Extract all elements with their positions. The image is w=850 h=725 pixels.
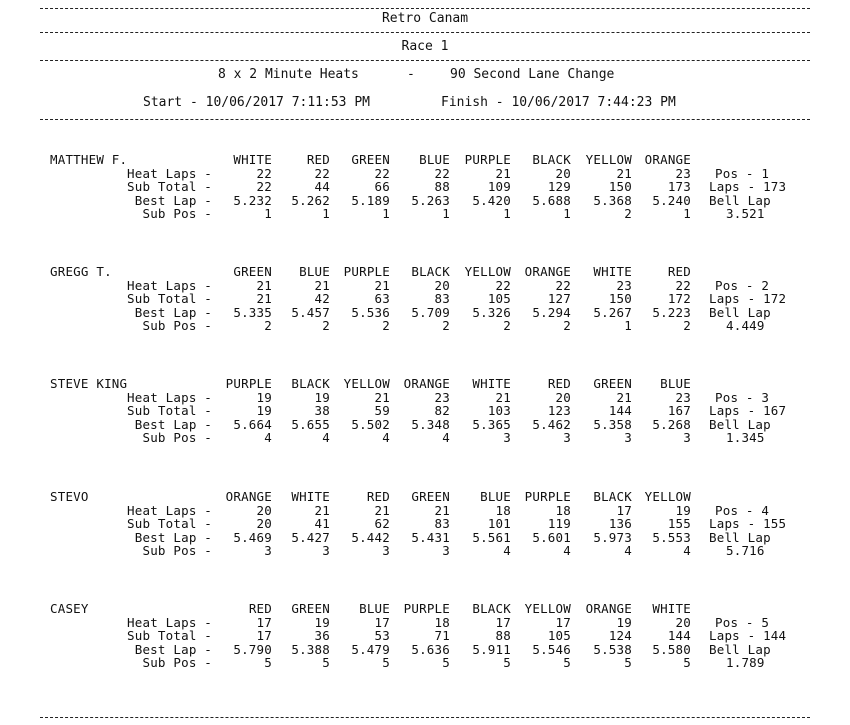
sub-pos-value: 5 <box>563 655 571 670</box>
best-lap-value: 5.457 <box>291 304 330 320</box>
row-label: Heat Laps - <box>127 165 212 181</box>
sub-total-value: 22 <box>256 179 272 194</box>
start-time: Start - 10/06/2017 7:11:53 PM <box>143 95 370 110</box>
heat-laps-value: 20 <box>555 389 571 405</box>
lane-header: PURPLE <box>464 152 511 167</box>
best-lap-value: 5.420 <box>472 192 511 208</box>
heat-laps-value: 17 <box>616 502 632 518</box>
best-lap-value: 5.240 <box>652 192 691 208</box>
sub-pos-value: 4 <box>624 543 632 558</box>
row-label: Best Lap - <box>134 192 212 208</box>
best-lap-value: 5.223 <box>652 304 691 320</box>
best-lap-value: 5.263 <box>411 192 450 208</box>
lane-header: BLACK <box>593 489 632 504</box>
heat-laps-value: 17 <box>495 614 511 630</box>
lane-header: BLUE <box>359 601 390 616</box>
heat-laps-value: 22 <box>555 277 571 293</box>
heat-laps-value: 21 <box>314 277 330 293</box>
sub-total-value: 129 <box>547 179 571 194</box>
best-lap-value: 5.335 <box>233 304 272 320</box>
sub-pos-value: 2 <box>264 318 272 333</box>
sub-pos-value: 3 <box>503 430 511 445</box>
best-lap-value: 5.479 <box>351 641 390 657</box>
best-lap-value: 5.502 <box>351 416 390 432</box>
sub-total-value: 105 <box>547 628 571 643</box>
row-label: Sub Total - <box>127 516 212 531</box>
bell-lap-label: Bell Lap <box>709 192 771 208</box>
best-lap-value: 5.636 <box>411 641 450 657</box>
bell-lap-time: 4.449 <box>726 318 765 333</box>
lane-header: YELLOW <box>585 152 632 167</box>
lane-header: YELLOW <box>644 489 691 504</box>
lane-header: BLUE <box>419 152 450 167</box>
lane-header: PURPLE <box>343 264 390 279</box>
sub-total-value: 82 <box>434 403 450 418</box>
sub-total-value: 127 <box>547 291 571 306</box>
row-label: Sub Total - <box>127 403 212 418</box>
sub-pos-value: 2 <box>382 318 390 333</box>
report-title: Retro Canam <box>381 11 469 26</box>
bell-lap-label: Bell Lap <box>709 529 771 545</box>
best-lap-value: 5.536 <box>351 304 390 320</box>
sub-pos-value: 1 <box>264 206 272 221</box>
final-position: Pos - 1 <box>715 165 770 181</box>
lane-header: GREEN <box>351 152 390 167</box>
total-laps: Laps - 173 <box>709 179 787 194</box>
lane-header: BLUE <box>660 376 691 391</box>
lane-header: RED <box>547 376 571 391</box>
driver-name: STEVE KING <box>50 376 128 391</box>
finish-time: Finish - 10/06/2017 7:44:23 PM <box>441 95 676 110</box>
best-lap-value: 5.790 <box>233 641 272 657</box>
best-lap-value: 5.538 <box>593 641 632 657</box>
sub-total-value: 42 <box>314 291 330 306</box>
heat-laps-value: 21 <box>495 165 511 181</box>
sub-pos-value: 2 <box>563 318 571 333</box>
best-lap-value: 5.973 <box>593 529 632 545</box>
lane-header: PURPLE <box>225 376 272 391</box>
lane-header: WHITE <box>233 152 272 167</box>
sub-pos-value: 4 <box>563 543 571 558</box>
best-lap-value: 5.655 <box>291 416 330 432</box>
final-position: Pos - 5 <box>715 614 770 630</box>
sub-pos-value: 3 <box>382 543 390 558</box>
sub-pos-value: 2 <box>503 318 511 333</box>
best-lap-value: 5.709 <box>411 304 450 320</box>
lane-header: WHITE <box>652 601 691 616</box>
heat-laps-value: 21 <box>434 502 450 518</box>
row-label: Sub Pos - <box>142 543 212 558</box>
row-label: Sub Total - <box>127 628 212 643</box>
best-lap-value: 5.664 <box>233 416 272 432</box>
best-lap-value: 5.688 <box>532 192 571 208</box>
sub-total-value: 20 <box>256 516 272 531</box>
sub-pos-value: 5 <box>264 655 272 670</box>
best-lap-value: 5.232 <box>233 192 272 208</box>
best-lap-value: 5.580 <box>652 641 691 657</box>
lane-header: BLUE <box>480 489 511 504</box>
sub-total-value: 88 <box>495 628 511 643</box>
heat-laps-value: 20 <box>555 165 571 181</box>
heat-laps-value: 21 <box>374 502 390 518</box>
heat-laps-value: 23 <box>675 389 691 405</box>
sub-pos-value: 1 <box>683 206 691 221</box>
sub-total-value: 136 <box>608 516 632 531</box>
race-name: Race 1 <box>401 39 449 54</box>
sub-pos-value: 3 <box>264 543 272 558</box>
best-lap-value: 5.911 <box>472 641 511 657</box>
row-label: Heat Laps - <box>127 614 212 630</box>
lane-header: RED <box>248 601 272 616</box>
best-lap-value: 5.553 <box>652 529 691 545</box>
heat-laps-value: 23 <box>434 389 450 405</box>
total-laps: Laps - 172 <box>709 291 787 306</box>
sub-pos-value: 1 <box>382 206 390 221</box>
total-laps: Laps - 144 <box>709 628 787 643</box>
row-label: Heat Laps - <box>127 502 212 518</box>
heat-laps-value: 19 <box>616 614 632 630</box>
row-label: Best Lap - <box>134 304 212 320</box>
sub-total-value: 172 <box>667 291 691 306</box>
heat-laps-value: 21 <box>314 502 330 518</box>
sub-pos-value: 5 <box>683 655 691 670</box>
sub-total-value: 103 <box>487 403 511 418</box>
sub-pos-value: 5 <box>442 655 450 670</box>
lane-header: BLUE <box>299 264 330 279</box>
row-label: Best Lap - <box>134 641 212 657</box>
sub-pos-value: 3 <box>624 430 632 445</box>
lane-header: WHITE <box>291 489 330 504</box>
heat-laps-value: 22 <box>434 165 450 181</box>
sub-pos-value: 5 <box>382 655 390 670</box>
bell-lap-time: 3.521 <box>726 206 765 221</box>
heat-laps-value: 21 <box>616 165 632 181</box>
sub-total-value: 88 <box>434 179 450 194</box>
sub-total-value: 53 <box>374 628 390 643</box>
best-lap-value: 5.442 <box>351 529 390 545</box>
divider <box>40 32 810 33</box>
sub-total-value: 144 <box>667 628 691 643</box>
heat-laps-value: 19 <box>256 389 272 405</box>
bell-lap-label: Bell Lap <box>709 304 771 320</box>
heat-laps-value: 21 <box>256 277 272 293</box>
heat-laps-value: 19 <box>314 614 330 630</box>
lane-change: 90 Second Lane Change <box>450 67 615 82</box>
sub-total-value: 38 <box>314 403 330 418</box>
best-lap-value: 5.546 <box>532 641 571 657</box>
lane-header: GREEN <box>593 376 632 391</box>
heat-laps-value: 21 <box>495 389 511 405</box>
sub-total-value: 63 <box>374 291 390 306</box>
heat-laps-value: 21 <box>374 277 390 293</box>
sub-pos-value: 2 <box>624 206 632 221</box>
divider <box>40 119 810 120</box>
sub-pos-value: 3 <box>563 430 571 445</box>
final-position: Pos - 2 <box>715 277 770 293</box>
divider <box>40 60 810 61</box>
format-separator: - <box>407 67 415 82</box>
bell-lap-label: Bell Lap <box>709 416 771 432</box>
sub-total-value: 123 <box>547 403 571 418</box>
best-lap-value: 5.427 <box>291 529 330 545</box>
bell-lap-time: 1.345 <box>726 430 765 445</box>
sub-total-value: 173 <box>667 179 691 194</box>
lane-header: GREEN <box>233 264 272 279</box>
sub-total-value: 83 <box>434 291 450 306</box>
best-lap-value: 5.268 <box>652 416 691 432</box>
lane-header: BLACK <box>291 376 330 391</box>
lane-header: WHITE <box>472 376 511 391</box>
sub-pos-value: 4 <box>322 430 330 445</box>
heat-laps-value: 18 <box>555 502 571 518</box>
sub-total-value: 21 <box>256 291 272 306</box>
heat-laps-value: 21 <box>616 389 632 405</box>
lane-header: BLACK <box>472 601 511 616</box>
best-lap-value: 5.262 <box>291 192 330 208</box>
heat-laps-value: 22 <box>675 277 691 293</box>
heat-laps-value: 20 <box>256 502 272 518</box>
sub-total-value: 59 <box>374 403 390 418</box>
sub-total-value: 109 <box>487 179 511 194</box>
sub-pos-value: 4 <box>442 430 450 445</box>
sub-total-value: 150 <box>608 291 632 306</box>
divider <box>40 8 810 9</box>
total-laps: Laps - 167 <box>709 403 787 418</box>
sub-pos-value: 2 <box>442 318 450 333</box>
sub-total-value: 36 <box>314 628 330 643</box>
heat-laps-value: 22 <box>495 277 511 293</box>
driver-name: GREGG T. <box>50 264 112 279</box>
sub-pos-value: 4 <box>382 430 390 445</box>
lane-header: ORANGE <box>524 264 571 279</box>
row-label: Sub Pos - <box>142 206 212 221</box>
best-lap-value: 5.189 <box>351 192 390 208</box>
lane-header: RED <box>667 264 691 279</box>
sub-total-value: 62 <box>374 516 390 531</box>
sub-total-value: 83 <box>434 516 450 531</box>
lane-header: ORANGE <box>225 489 272 504</box>
final-position: Pos - 3 <box>715 389 770 405</box>
sub-pos-value: 1 <box>442 206 450 221</box>
heat-laps-value: 23 <box>675 165 691 181</box>
sub-total-value: 19 <box>256 403 272 418</box>
heat-laps-value: 22 <box>314 165 330 181</box>
best-lap-value: 5.348 <box>411 416 450 432</box>
best-lap-value: 5.431 <box>411 529 450 545</box>
lane-header: ORANGE <box>403 376 450 391</box>
lane-header: YELLOW <box>524 601 571 616</box>
sub-total-value: 41 <box>314 516 330 531</box>
best-lap-value: 5.368 <box>593 192 632 208</box>
heat-format: 8 x 2 Minute Heats <box>218 67 359 82</box>
row-label: Sub Total - <box>127 291 212 306</box>
final-position: Pos - 4 <box>715 502 770 518</box>
heat-laps-value: 19 <box>675 502 691 518</box>
row-label: Heat Laps - <box>127 277 212 293</box>
sub-total-value: 144 <box>608 403 632 418</box>
lane-header: YELLOW <box>343 376 390 391</box>
sub-pos-value: 3 <box>442 543 450 558</box>
sub-pos-value: 1 <box>624 318 632 333</box>
heat-laps-value: 17 <box>256 614 272 630</box>
best-lap-value: 5.365 <box>472 416 511 432</box>
heat-laps-value: 18 <box>495 502 511 518</box>
driver-name: STEVO <box>50 489 89 504</box>
bell-lap-label: Bell Lap <box>709 641 771 657</box>
bell-lap-time: 1.789 <box>726 655 765 670</box>
sub-pos-value: 1 <box>563 206 571 221</box>
sub-total-value: 155 <box>667 516 691 531</box>
sub-pos-value: 5 <box>503 655 511 670</box>
bell-lap-time: 5.716 <box>726 543 765 558</box>
sub-total-value: 124 <box>608 628 632 643</box>
row-label: Sub Pos - <box>142 318 212 333</box>
sub-total-value: 150 <box>608 179 632 194</box>
sub-pos-value: 5 <box>322 655 330 670</box>
row-label: Heat Laps - <box>127 389 212 405</box>
sub-pos-value: 4 <box>683 543 691 558</box>
best-lap-value: 5.462 <box>532 416 571 432</box>
best-lap-value: 5.358 <box>593 416 632 432</box>
row-label: Sub Pos - <box>142 655 212 670</box>
heat-laps-value: 17 <box>374 614 390 630</box>
row-label: Best Lap - <box>134 416 212 432</box>
heat-laps-value: 19 <box>314 389 330 405</box>
sub-pos-value: 3 <box>683 430 691 445</box>
lane-header: GREEN <box>411 489 450 504</box>
sub-total-value: 167 <box>667 403 691 418</box>
row-label: Best Lap - <box>134 529 212 545</box>
sub-total-value: 44 <box>314 179 330 194</box>
sub-total-value: 71 <box>434 628 450 643</box>
lane-header: GREEN <box>291 601 330 616</box>
lane-header: BLACK <box>532 152 571 167</box>
sub-total-value: 17 <box>256 628 272 643</box>
best-lap-value: 5.469 <box>233 529 272 545</box>
driver-name: CASEY <box>50 601 89 616</box>
sub-total-value: 66 <box>374 179 390 194</box>
lane-header: PURPLE <box>403 601 450 616</box>
row-label: Sub Pos - <box>142 430 212 445</box>
sub-pos-value: 4 <box>503 543 511 558</box>
lane-header: ORANGE <box>644 152 691 167</box>
driver-name: MATTHEW F. <box>50 152 128 167</box>
sub-pos-value: 3 <box>322 543 330 558</box>
heat-laps-value: 18 <box>434 614 450 630</box>
sub-total-value: 119 <box>547 516 571 531</box>
divider <box>40 717 810 718</box>
lane-header: YELLOW <box>464 264 511 279</box>
heat-laps-value: 20 <box>434 277 450 293</box>
lane-header: RED <box>306 152 330 167</box>
heat-laps-value: 22 <box>374 165 390 181</box>
heat-laps-value: 21 <box>374 389 390 405</box>
best-lap-value: 5.388 <box>291 641 330 657</box>
lane-header: BLACK <box>411 264 450 279</box>
heat-laps-value: 23 <box>616 277 632 293</box>
sub-pos-value: 2 <box>683 318 691 333</box>
sub-pos-value: 1 <box>503 206 511 221</box>
best-lap-value: 5.294 <box>532 304 571 320</box>
best-lap-value: 5.267 <box>593 304 632 320</box>
lane-header: ORANGE <box>585 601 632 616</box>
heat-laps-value: 22 <box>256 165 272 181</box>
sub-pos-value: 5 <box>624 655 632 670</box>
best-lap-value: 5.326 <box>472 304 511 320</box>
heat-laps-value: 20 <box>675 614 691 630</box>
sub-pos-value: 4 <box>264 430 272 445</box>
sub-total-value: 101 <box>487 516 511 531</box>
sub-pos-value: 2 <box>322 318 330 333</box>
best-lap-value: 5.601 <box>532 529 571 545</box>
lane-header: PURPLE <box>524 489 571 504</box>
sub-pos-value: 1 <box>322 206 330 221</box>
row-label: Sub Total - <box>127 179 212 194</box>
total-laps: Laps - 155 <box>709 516 787 531</box>
lane-header: RED <box>366 489 390 504</box>
sub-total-value: 105 <box>487 291 511 306</box>
best-lap-value: 5.561 <box>472 529 511 545</box>
heat-laps-value: 17 <box>555 614 571 630</box>
lane-header: WHITE <box>593 264 632 279</box>
